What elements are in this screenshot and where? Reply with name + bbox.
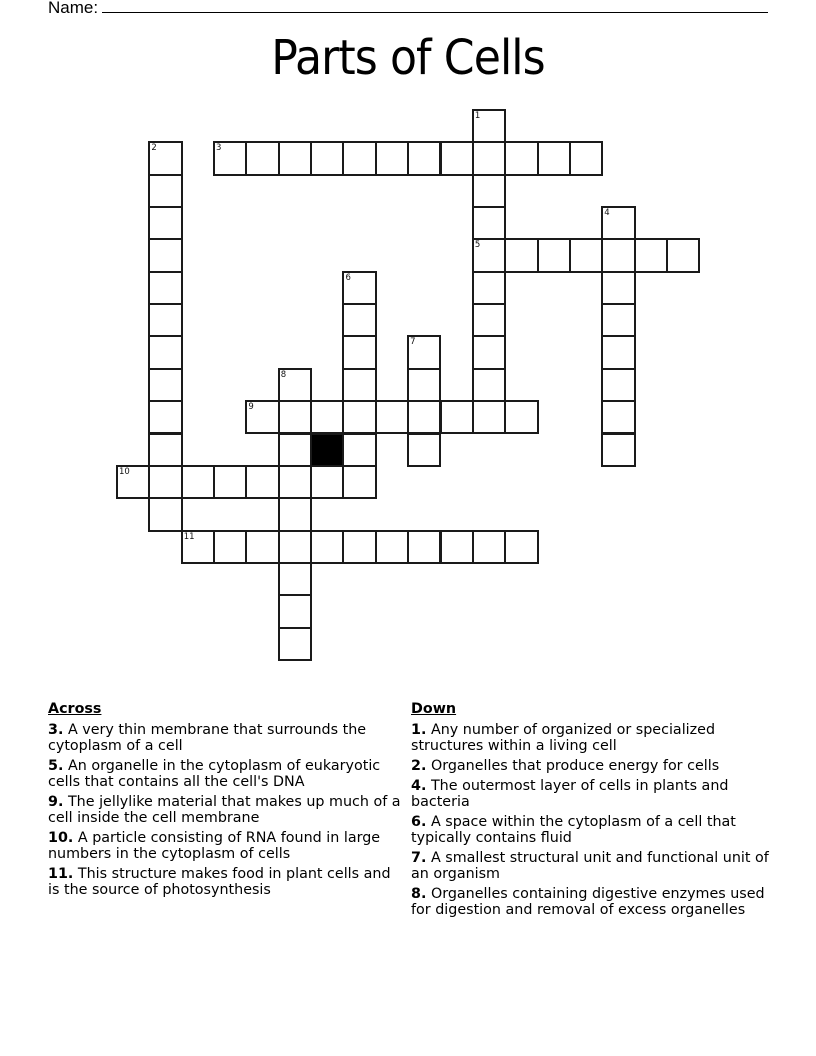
grid-cell[interactable] <box>375 400 409 434</box>
grid-cell[interactable] <box>342 335 376 369</box>
grid-cell[interactable] <box>148 497 182 531</box>
grid-cell[interactable] <box>601 335 635 369</box>
grid-cell[interactable] <box>601 433 635 467</box>
grid-cell[interactable] <box>407 400 441 434</box>
grid-cell[interactable] <box>472 238 506 272</box>
grid-cell[interactable] <box>213 530 247 564</box>
grid-cell[interactable] <box>504 141 538 175</box>
across-clues <box>48 700 406 902</box>
grid-cell[interactable] <box>407 433 441 467</box>
clue-number: 9 <box>248 402 254 413</box>
grid-cell[interactable] <box>569 141 603 175</box>
grid-cell[interactable] <box>504 400 538 434</box>
grid-cell[interactable] <box>245 530 279 564</box>
black-cell <box>310 433 344 467</box>
grid-cell[interactable] <box>472 335 506 369</box>
grid-cell[interactable] <box>537 141 571 175</box>
grid-cell[interactable] <box>537 238 571 272</box>
clue-down-4: 4. The outermost layer of cells in plants and bacteria <box>411 778 729 810</box>
grid-cell[interactable] <box>569 238 603 272</box>
grid-cell[interactable] <box>310 530 344 564</box>
grid-cell[interactable] <box>181 530 215 564</box>
grid-cell[interactable] <box>407 530 441 564</box>
grid-cell[interactable] <box>342 141 376 175</box>
clue-down-8: 8. Organelles containing digestive enzymes used for digestion and removal of excess organelles <box>411 886 765 918</box>
clue-number: 8 <box>280 369 287 380</box>
clue-number: 6 <box>345 272 351 283</box>
down-heading: Down <box>411 701 457 717</box>
clue-across-10: 10. A particle consisting of RNA found in large numbers in the cytoplasm of cells <box>48 830 381 862</box>
clue-across-11: 11. This structure makes food in plant cells and is the source of photosynthesis <box>48 866 391 898</box>
grid-cell[interactable] <box>342 530 376 564</box>
grid-cell[interactable] <box>601 368 635 402</box>
clue-number: 10 <box>119 466 130 477</box>
grid-cell[interactable] <box>472 400 506 434</box>
grid-cell[interactable] <box>148 368 182 402</box>
grid-cell[interactable] <box>278 627 312 661</box>
grid-cell[interactable] <box>310 465 344 499</box>
page-title: Parts of Cells <box>271 30 545 86</box>
down-clues <box>411 700 771 922</box>
grid-cell[interactable] <box>148 303 182 337</box>
across-heading: Across <box>48 701 102 717</box>
grid-cell[interactable] <box>407 335 441 369</box>
clue-across-3: 3. A very thin membrane that surrounds the cytoplasm of a cell <box>48 722 367 754</box>
grid-cell[interactable] <box>342 368 376 402</box>
grid-cell[interactable] <box>666 238 700 272</box>
grid-cell[interactable] <box>245 465 279 499</box>
clue-number: 7 <box>410 337 416 348</box>
grid-cell[interactable] <box>148 141 182 175</box>
clue-number: 3 <box>216 143 222 154</box>
clue-number: 2 <box>151 143 157 154</box>
grid-cell[interactable] <box>148 271 182 305</box>
grid-cell[interactable] <box>634 238 668 272</box>
grid-cell[interactable] <box>472 174 506 208</box>
grid-cell[interactable] <box>504 530 538 564</box>
grid-cell[interactable] <box>148 335 182 369</box>
grid-cell[interactable] <box>278 594 312 628</box>
grid-cell[interactable] <box>148 174 182 208</box>
grid-cell[interactable] <box>440 400 474 434</box>
clue-number: 4 <box>604 208 610 219</box>
grid-cell[interactable] <box>116 465 150 499</box>
grid-cell[interactable] <box>601 206 635 240</box>
grid-cell[interactable] <box>407 368 441 402</box>
clue-down-6: 6. A space within the cytoplasm of a cell that typically contains fluid <box>411 814 736 846</box>
grid-cell[interactable] <box>148 238 182 272</box>
grid-cell[interactable] <box>148 465 182 499</box>
grid-cell[interactable] <box>342 465 376 499</box>
grid-cell[interactable] <box>278 433 312 467</box>
grid-cell[interactable] <box>472 206 506 240</box>
grid-cell[interactable] <box>181 465 215 499</box>
grid-cell[interactable] <box>278 497 312 531</box>
grid-cell[interactable] <box>245 400 279 434</box>
grid-cell[interactable] <box>342 271 376 305</box>
grid-cell[interactable] <box>278 562 312 596</box>
grid-cell[interactable] <box>601 238 635 272</box>
grid-cell[interactable] <box>245 141 279 175</box>
grid-cell[interactable] <box>472 141 506 175</box>
grid-cell[interactable] <box>472 368 506 402</box>
grid-cell[interactable] <box>472 303 506 337</box>
name-label: Name: <box>48 0 99 17</box>
grid-cell[interactable] <box>148 400 182 434</box>
grid-cell[interactable] <box>148 433 182 467</box>
clue-down-2: 2. Organelles that produce energy for cells <box>411 758 720 774</box>
clue-down-1: 1. Any number of organized or specialized structures within a living cell <box>411 722 716 754</box>
clue-number: 5 <box>474 240 481 251</box>
grid-cell[interactable] <box>278 530 312 564</box>
grid-cell[interactable] <box>601 271 635 305</box>
grid-cell[interactable] <box>213 141 247 175</box>
grid-cell[interactable] <box>278 400 312 434</box>
grid-cell[interactable] <box>407 141 441 175</box>
grid-cell[interactable] <box>148 206 182 240</box>
grid-cell[interactable] <box>472 530 506 564</box>
clue-across-9: 9. The jellylike material that makes up much of a cell inside the cell membrane <box>48 794 401 826</box>
grid-cell[interactable] <box>310 400 344 434</box>
grid-cell[interactable] <box>601 303 635 337</box>
grid-cell[interactable] <box>601 400 635 434</box>
grid-cell[interactable] <box>342 400 376 434</box>
grid-cell[interactable] <box>472 271 506 305</box>
grid-cell[interactable] <box>472 109 506 143</box>
clue-across-5: 5. An organelle in the cytoplasm of eukaryotic cells that contains all the cell's DNA <box>48 758 381 790</box>
grid-cell[interactable] <box>440 530 474 564</box>
grid-cell[interactable] <box>310 141 344 175</box>
grid-cell[interactable] <box>504 238 538 272</box>
grid-cell[interactable] <box>375 141 409 175</box>
grid-cell[interactable] <box>278 368 312 402</box>
grid-cell[interactable] <box>213 465 247 499</box>
clue-down-7: 7. A smallest structural unit and functional unit of an organism <box>411 850 769 882</box>
clue-number: 1 <box>474 111 481 121</box>
clue-number: 11 <box>183 531 195 542</box>
grid-cell[interactable] <box>342 433 376 467</box>
grid-cell[interactable] <box>342 303 376 337</box>
grid-cell[interactable] <box>278 465 312 499</box>
grid-cell[interactable] <box>375 530 409 564</box>
grid-cell[interactable] <box>278 141 312 175</box>
grid-cell[interactable] <box>440 141 474 175</box>
